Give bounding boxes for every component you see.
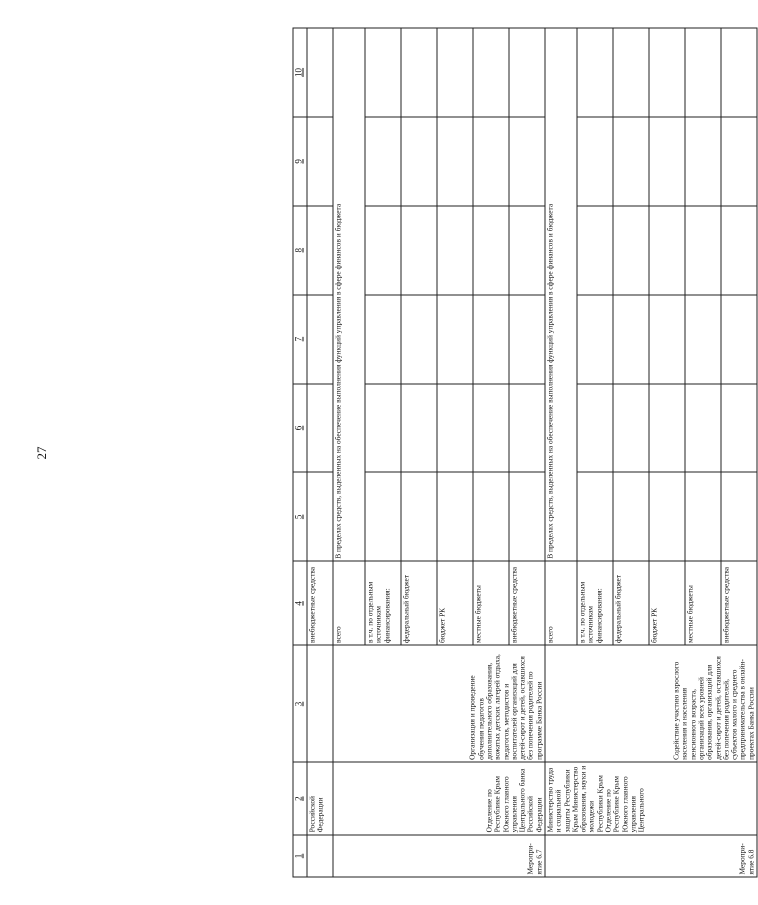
value-cell — [365, 28, 401, 117]
value-cell — [649, 294, 685, 383]
value-cell — [649, 28, 685, 117]
value-cell — [365, 294, 401, 383]
value-cell — [721, 28, 757, 117]
value-cell — [365, 116, 401, 205]
column-number: 2 — [293, 762, 307, 835]
column-number: 3 — [293, 645, 307, 762]
value-cell — [649, 472, 685, 561]
funding-source-cell: в т.ч. по отдельным источникам финансирования: — [365, 561, 401, 645]
value-cell — [509, 205, 545, 294]
description-cell — [307, 645, 333, 762]
value-cell — [401, 116, 437, 205]
column-number: 9 — [293, 116, 307, 205]
column-number: 1 — [293, 834, 307, 876]
value-cell — [401, 28, 437, 117]
value-cell — [473, 294, 509, 383]
funding-source-cell: местные бюджеты — [685, 561, 721, 645]
value-cell — [685, 472, 721, 561]
value-cell — [401, 205, 437, 294]
value-cell — [509, 28, 545, 117]
value-cell — [721, 472, 757, 561]
value-cell — [509, 383, 545, 472]
value-cell — [473, 116, 509, 205]
value-cell — [577, 205, 613, 294]
value-cell — [437, 116, 473, 205]
value-cell — [307, 294, 333, 383]
value-cell — [307, 28, 333, 117]
column-number: 8 — [293, 205, 307, 294]
event-id-cell — [307, 834, 333, 876]
value-cell — [721, 294, 757, 383]
column-number: 4 — [293, 561, 307, 645]
value-cell — [613, 28, 649, 117]
value-cell — [613, 294, 649, 383]
funding-note-cell: В пределах средств, выделенных на обеспечение выполнения функций управления в сфере финансов и бюджета — [545, 28, 577, 561]
funding-source-cell: бюджет РК — [649, 561, 685, 645]
value-cell — [473, 472, 509, 561]
value-cell — [307, 383, 333, 472]
description-cell: Содействие участию взрослого населения и населения пенсионного возраста, организаций всех уровней образования, организаций для детей-сирот и детей, оставшихся без попечения родителей, субъектов малого и среднего предпринимательства в онлайн-проектах Банка России — [545, 645, 757, 762]
value-cell — [649, 205, 685, 294]
value-cell — [721, 383, 757, 472]
value-cell — [685, 383, 721, 472]
value-cell — [509, 294, 545, 383]
value-cell — [365, 383, 401, 472]
funding-source-cell: внебюджетные средства — [307, 561, 333, 645]
value-cell — [613, 116, 649, 205]
column-number: 10 — [293, 28, 307, 117]
funding-source-cell: внебюджетные средства — [509, 561, 545, 645]
funding-source-cell: бюджет РК — [437, 561, 473, 645]
value-cell — [685, 28, 721, 117]
column-number-row — [293, 28, 307, 877]
event-row — [545, 28, 577, 877]
value-cell — [685, 116, 721, 205]
description-cell: Организация и проведение обучения педагогов дополнительного образования, вожатых детских лагерей отдыха, педагогов, методистов и воспитателей организаций для детей-сирот и детей, оставшихся без попечения родителей по программе Банка России — [333, 645, 545, 762]
value-cell — [365, 472, 401, 561]
value-cell — [307, 472, 333, 561]
budget-table — [293, 27, 758, 877]
funding-source-cell: в т.ч. по отдельным источникам финансирования: — [577, 561, 613, 645]
value-cell — [613, 383, 649, 472]
value-cell — [473, 205, 509, 294]
value-cell — [473, 28, 509, 117]
funding-note-cell: В пределах средств, выделенных на обеспечение выполнения функций управления в сфере финансов и бюджета — [333, 28, 365, 561]
event-id-cell: Меропри-ятие 6.7 — [333, 834, 545, 876]
column-number: 7 — [293, 294, 307, 383]
value-cell — [509, 116, 545, 205]
value-cell — [613, 472, 649, 561]
value-cell — [649, 383, 685, 472]
funding-source-cell: федеральный бюджет — [401, 561, 437, 645]
value-cell — [437, 383, 473, 472]
rotated-table-container — [293, 27, 756, 877]
value-cell — [577, 294, 613, 383]
funding-source-cell: федеральный бюджет — [613, 561, 649, 645]
value-cell — [307, 116, 333, 205]
value-cell — [401, 383, 437, 472]
value-cell — [721, 116, 757, 205]
executor-cell: Российской Федерации — [307, 762, 333, 835]
value-cell — [307, 205, 333, 294]
value-cell — [437, 28, 473, 117]
value-cell — [685, 294, 721, 383]
value-cell — [577, 28, 613, 117]
column-number: 6 — [293, 383, 307, 472]
value-cell — [365, 205, 401, 294]
funding-source-cell: внебюджетные средства — [721, 561, 757, 645]
page-number: 27 — [34, 446, 49, 460]
value-cell — [401, 294, 437, 383]
column-number: 5 — [293, 472, 307, 561]
executor-cell: Отделение по Республике Крым Южного главного управления Центрального банка Российской Федерации — [333, 762, 545, 835]
value-cell — [437, 205, 473, 294]
value-cell — [649, 116, 685, 205]
value-cell — [577, 383, 613, 472]
value-cell — [437, 294, 473, 383]
executor-cell: Министерство труда и социальной защиты Республики Крым Министерство образования, науки и молодежи Республики Крым Отделение по Республике Крым Южного главного управления Центрального — [545, 762, 757, 835]
carryover-row — [307, 28, 333, 877]
value-cell — [437, 472, 473, 561]
value-cell — [613, 205, 649, 294]
value-cell — [509, 472, 545, 561]
value-cell — [721, 205, 757, 294]
event-row — [333, 28, 365, 877]
event-id-cell: Меропри-ятие 6.8 — [545, 834, 757, 876]
value-cell — [473, 383, 509, 472]
value-cell — [577, 472, 613, 561]
value-cell — [685, 205, 721, 294]
funding-source-cell: местные бюджеты — [473, 561, 509, 645]
value-cell — [401, 472, 437, 561]
funding-source-cell: всего — [333, 561, 365, 645]
value-cell — [577, 116, 613, 205]
funding-source-cell: всего — [545, 561, 577, 645]
